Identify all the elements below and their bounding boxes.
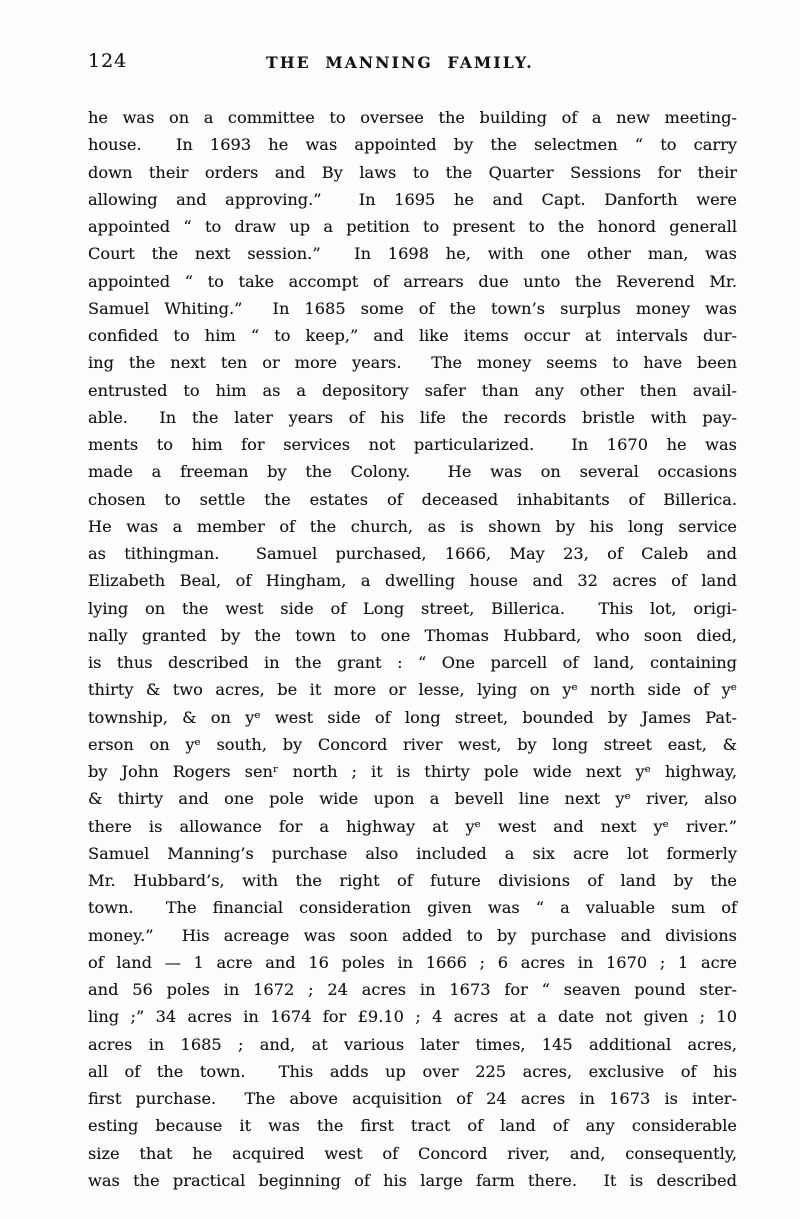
text-line: appointed “ to draw up a petition to present to the honord generall xyxy=(88,217,737,236)
text-line: allowing and approving.” In 1695 he and Capt. Danforth were xyxy=(88,189,737,209)
text-line: He was a member of the church, as is shown by his long service xyxy=(88,516,737,536)
page-header xyxy=(63,50,737,78)
text-line: erson on yᵉ south, by Concord river west, by long street east, & xyxy=(88,734,737,754)
page-text xyxy=(88,104,737,1194)
text-line: made a freeman by the Colony. He was on several occasions xyxy=(88,462,737,482)
text-line: chosen to settle the estates of deceased inhabitants of Billerica. xyxy=(88,489,737,509)
text-line: thirty & two acres, be it more or lesse, lying on yᵉ north side of yᵉ xyxy=(88,680,737,700)
text-line: Court the next session.” In 1698 he, with one other man, was xyxy=(88,244,737,264)
text-line: house. In 1693 he was appointed by the selectmen “ to carry xyxy=(88,135,737,155)
text-line: all of the town. This adds up over 225 acres, exclusive of his xyxy=(88,1061,737,1081)
text-line: by John Rogers senʳ north ; it is thirty pole wide next yᵉ highway, xyxy=(88,762,737,781)
text-line: of land — 1 acre and 16 poles in 1666 ; 6 acres in 1670 ; 1 acre xyxy=(88,952,737,972)
text-line: ling ;” 34 acres in 1674 for £9.10 ; 4 acres at a date not given ; 10 xyxy=(88,1007,737,1027)
text-line: & thirty and one pole wide upon a bevell line next yᵉ river, also xyxy=(88,789,737,809)
text-line: as tithingman. Samuel purchased, 1666, May 23, of Caleb and xyxy=(88,544,737,563)
text-line: he was on a committee to oversee the building of a new meeting- xyxy=(88,108,737,127)
text-line: town. The financial consideration given was “ a valuable sum of xyxy=(88,898,737,918)
text-line: Elizabeth Beal, of Hingham, a dwelling house and 32 acres of land xyxy=(88,571,737,591)
text-line: able. In the later years of his life the records bristle with pay- xyxy=(88,407,737,427)
text-line: first purchase. The above acquisition of 24 acres in 1673 is inter- xyxy=(88,1089,737,1108)
page-number: 124 xyxy=(88,50,128,72)
text-line: down their orders and By laws to the Quarter Sessions for their xyxy=(88,162,737,182)
text-line: entrusted to him as a depository safer than any other then avail- xyxy=(88,380,737,400)
text-line: size that he acquired west of Concord river, and, consequently, xyxy=(88,1143,737,1163)
text-line: is thus described in the grant : “ One parcell of land, containing xyxy=(88,653,737,672)
text-line: Mr. Hubbard’s, with the right of future divisions of land by the xyxy=(88,871,737,890)
text-line: lying on the west side of Long street, Billerica. This lot, origi- xyxy=(88,598,737,618)
text-line: ments to him for services not particularized. In 1670 he was xyxy=(88,435,737,454)
text-line: township, & on yᵉ west side of long street, bounded by James Pat- xyxy=(88,707,737,727)
text-line: nally granted by the town to one Thomas Hubbard, who soon died, xyxy=(88,625,737,645)
text-line: was the practical beginning of his large farm there. It is described xyxy=(88,1170,737,1190)
text-line: confided to him “ to keep,” and like items occur at intervals dur- xyxy=(88,326,737,345)
text-line: esting because it was the first tract of land of any considerable xyxy=(88,1116,737,1136)
text-line: and 56 poles in 1672 ; 24 acres in 1673 for “ seaven pound ster- xyxy=(88,980,737,999)
text-line: ing the next ten or more years. The money seems to have been xyxy=(88,353,737,373)
text-line: appointed “ to take accompt of arrears due unto the Reverend Mr. xyxy=(88,271,737,291)
text-line: Samuel Manning’s purchase also included a six acre lot formerly xyxy=(88,843,737,863)
text-line: acres in 1685 ; and, at various later times, 145 additional acres, xyxy=(88,1034,737,1054)
text-line: money.” His acreage was soon added to by purchase and divisions xyxy=(88,925,737,945)
running-title: THE MANNING FAMILY. xyxy=(266,53,534,72)
text-line: Samuel Whiting.” In 1685 some of the town’s surplus money was xyxy=(88,298,737,318)
text-line: there is allowance for a highway at yᵉ west and next yᵉ river.” xyxy=(88,816,737,836)
